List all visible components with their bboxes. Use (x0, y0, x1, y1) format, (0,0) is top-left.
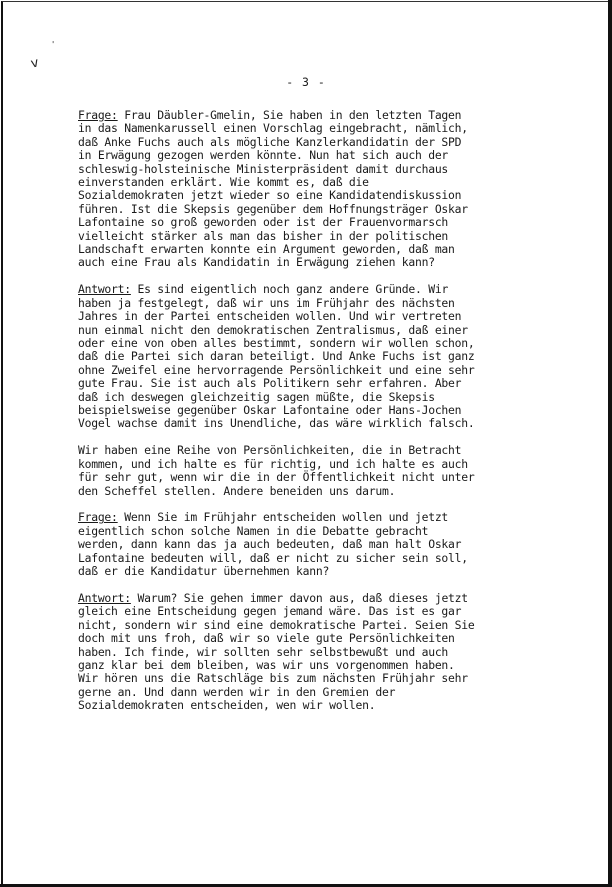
line-text: beispielsweise gegenüber Oskar Lafontaine oder Hans-Jochen (78, 403, 462, 418)
line-text: gerne an. Und dann werden wir in den Gremien der (78, 684, 396, 699)
text-line (78, 136, 548, 149)
line-text: schleswig-holsteinische Ministerpräsident damit durchaus (78, 161, 449, 176)
text-line (78, 404, 548, 417)
interview-transcript (78, 109, 548, 726)
line-text: oder eine von oben alles bestimmt, sondern wir wollen schon, (78, 336, 475, 350)
answer-paragraph (78, 283, 548, 430)
line-text: Landschaft erwarten konnte ein Argument geworden, daß man (78, 242, 455, 257)
question-paragraph (78, 109, 548, 270)
scan-edge-right (608, 0, 612, 887)
speaker-label-answer: Antwort: (78, 282, 131, 297)
line-text: Lafontaine so groß geworden oder ist der Frauenvormarsch (78, 215, 449, 230)
answer-paragraph (78, 592, 548, 713)
line-text: führen. Ist die Skepsis gegenüber dem Hoffnungsträger Oskar (78, 201, 468, 216)
text-line (78, 619, 548, 632)
line-text: daß er die Kandidatur übernehmen kann? (78, 564, 330, 579)
text-line (78, 552, 548, 565)
line-text: werden, dann kann das ja auch bedeuten, daß man halt Oskar (78, 537, 462, 552)
text-line (78, 203, 548, 216)
speaker-label-question: Frage: (78, 108, 118, 122)
line-text: Sozialdemokraten entscheiden, wen wir wollen. (78, 698, 376, 713)
line-text: Frau Däubler-Gmelin, Sie haben in den letzten Tagen (124, 108, 462, 122)
line-text: haben. Ich finde, wir sollten sehr selbstbewußt und auch (78, 644, 449, 659)
text-line (78, 592, 548, 605)
speaker-label-question: Frage: (78, 510, 118, 525)
line-text: Warum? Sie gehen immer davon aus, daß dieses jetzt (137, 591, 468, 605)
text-line (78, 243, 548, 256)
line-text: den Scheffel stellen. Andere beneiden uns darum. (78, 483, 396, 498)
line-text: für sehr gut, wenn wir die in der Öffentlichkeit nicht unter (78, 470, 475, 485)
text-line (78, 122, 548, 135)
line-text: in das Namenkarussell einen Vorschlag eingebracht, nämlich, (78, 121, 468, 136)
text-line (78, 686, 548, 699)
text-line (78, 525, 548, 538)
text-line (78, 283, 548, 296)
text-line (78, 538, 548, 551)
text-paragraph (78, 444, 548, 498)
line-text: haben ja festgelegt, daß wir uns im Frühjahr des nächsten (78, 295, 455, 310)
line-text: kommen, und ich halte es für richtig, und ich halte es auch (78, 456, 468, 471)
line-text: daß die Partei sich daran beteiligt. Und Anke Fuchs ist ganz (78, 349, 475, 364)
text-line (78, 337, 548, 350)
page-number: - 3 - (286, 75, 326, 89)
text-line (78, 216, 548, 229)
text-line (78, 672, 548, 685)
question-paragraph (78, 511, 548, 578)
text-line (78, 163, 548, 176)
text-line (78, 646, 548, 659)
line-text: Lafontaine bedeuten will, daß er nicht zu sicher sein soll, (78, 550, 468, 565)
text-line (78, 511, 548, 524)
text-line (78, 350, 548, 363)
line-text: in Erwägung gezogen werden könnte. Nun hat sich auch der (78, 148, 449, 163)
text-line (78, 699, 548, 712)
text-line (78, 230, 548, 243)
text-line (78, 485, 548, 498)
line-text: Es sind eigentlich noch ganz andere Gründe. Wir (137, 282, 449, 297)
line-text: gute Frau. Sie ist auch als Politikern sehr erfahren. Aber (78, 376, 462, 391)
line-text: eigentlich schon solche Namen in die Debatte gebracht (78, 523, 429, 538)
text-line (78, 109, 548, 122)
line-text: gleich eine Entscheidung gegen jemand wäre. Das ist es gar (78, 604, 462, 619)
line-text: ganz klar bei dem bleiben, was wir uns vorgenommen haben. (78, 658, 455, 673)
line-text: daß ich deswegen gleichzeitig sagen müßte, die Skepsis (78, 389, 435, 404)
margin-v-mark: v (29, 55, 41, 72)
line-text: Wenn Sie im Frühjahr entscheiden wollen und jetzt (124, 510, 449, 525)
text-line (78, 565, 548, 578)
line-text: Wir hören uns die Ratschläge bis zum nächsten Frühjahr sehr (78, 671, 468, 686)
text-line (78, 364, 548, 377)
text-line (78, 605, 548, 618)
line-text: Jahres in der Partei entscheiden wollen. Und wir vertreten (78, 309, 462, 324)
line-text: Vogel wachse damit ins Unendliche, das wäre wirklich falsch. (78, 416, 475, 431)
line-text: daß Anke Fuchs auch als mögliche Kanzlerkandidatin der SPD (78, 134, 462, 149)
text-line (78, 659, 548, 672)
line-text: Wir haben eine Reihe von Persönlichkeiten, die in Betracht (78, 443, 462, 458)
text-line (78, 632, 548, 645)
text-line (78, 189, 548, 202)
line-text: Sozialdemokraten jetzt wieder so eine Kandidatendiskussion (78, 188, 462, 203)
text-line (78, 256, 548, 269)
text-line (78, 391, 548, 404)
line-text: nun einmal nicht den demokratischen Zentralismus, daß einer (78, 322, 468, 337)
text-line (78, 377, 548, 390)
text-line (78, 471, 548, 484)
text-line (78, 176, 548, 189)
text-line (78, 297, 548, 310)
line-text: nicht, sondern wir sind eine demokratische Partei. Seien Sie (78, 617, 475, 632)
speaker-label-answer: Antwort: (78, 591, 131, 605)
line-text: vielleicht stärker als man das bisher in der politischen (78, 228, 449, 243)
text-line (78, 324, 548, 337)
text-line (78, 444, 548, 457)
line-text: auch eine Frau als Kandidatin in Erwägung ziehen kann? (78, 255, 435, 270)
text-line (78, 149, 548, 162)
text-line (78, 417, 548, 430)
margin-tick-mark: ' (52, 40, 55, 49)
line-text: ohne Zweifel eine hervorragende Persönlichkeit und eine sehr (78, 362, 475, 377)
line-text: einverstanden erklärt. Wie kommt es, daß die (78, 175, 369, 190)
text-line (78, 310, 548, 323)
line-text: doch mit uns froh, daß wir so viele gute Persönlichkeiten (78, 631, 455, 646)
